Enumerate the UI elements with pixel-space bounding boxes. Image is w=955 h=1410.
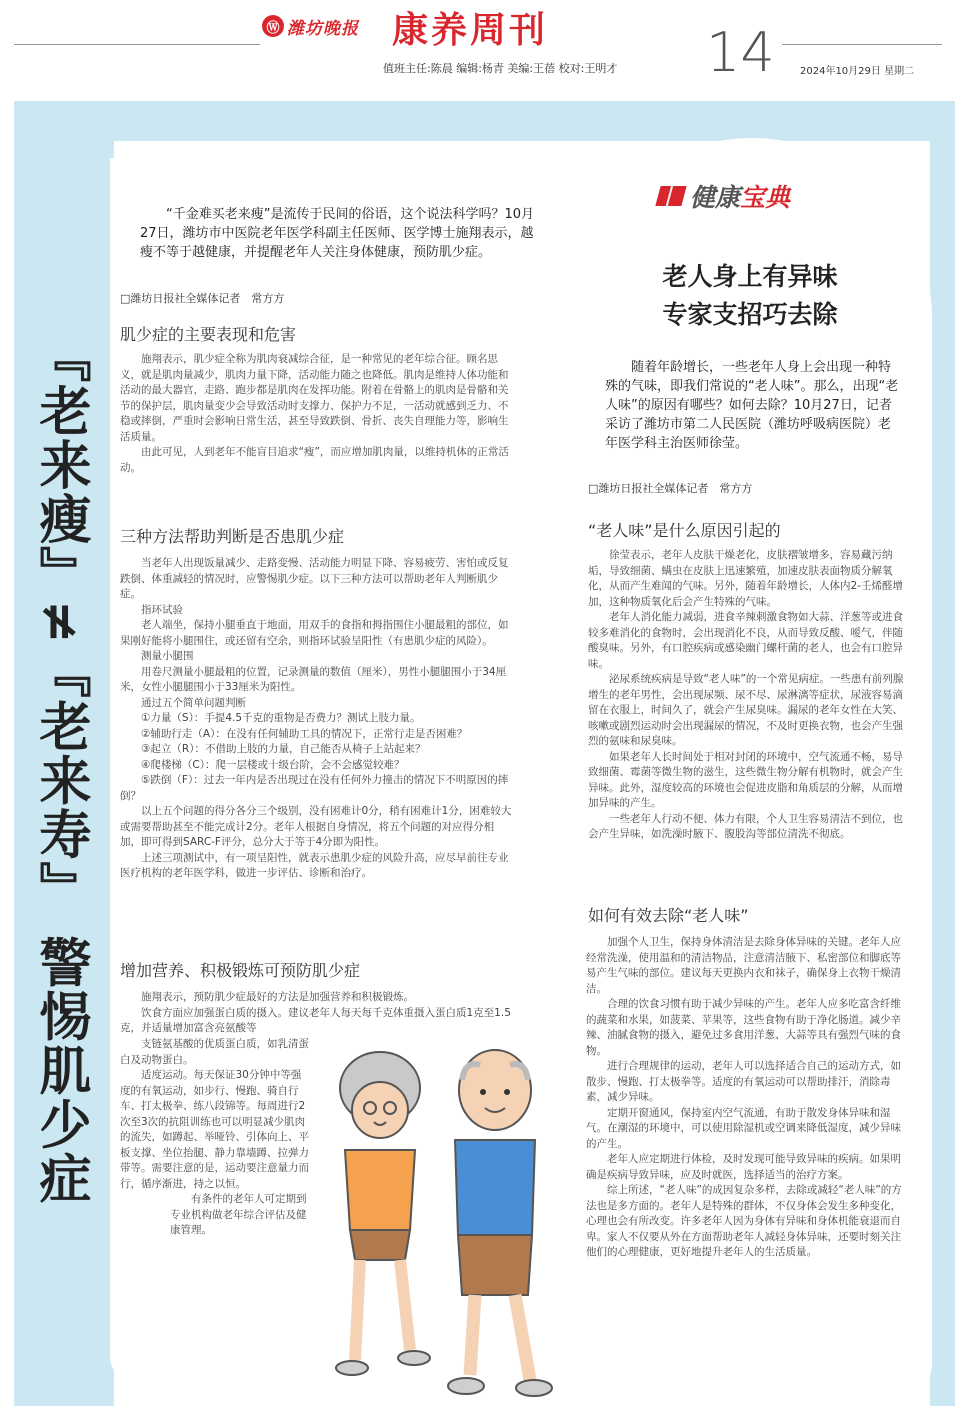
paragraph: 当老年人出现饭量减少、走路变慢、活动能力明显下降、容易疲劳、害怕或反复跌倒、体重减轻的情况时，应警惕肌少症。以下三种方法可以帮助老年人判断肌少症。 (120, 557, 509, 600)
right-article-lead: 随着年龄增长，一些老年人身上会出现一种特殊的气味，即我们常说的“老人味”。那么，出现“老人味”的原因有哪些？如何去除？10月27日，记者采访了潍坊市第二人民医院（潍坊呼吸病医院）老年医学科主治医师徐莹。 (605, 360, 899, 451)
right-section2-body (586, 935, 908, 1261)
paragraph: 以上五个问题的得分各分三个级别，没有困难计0分，稍有困难计1分，困难较大或需要帮助甚至不能完成计2分。老年人根据自身情况，将五个问题的对应得分相加，即可得到SARC-F评分，总分大于等于4分即为阳性。 (120, 805, 512, 848)
paragraph: 泌尿系统疾病是导致“老人味”的一个常见病症。一些患有前列腺增生的老年男性，会出现尿频、尿不尽、尿淋漓等症状，尿液容易滴留在衣服上，时间久了，就会产生尿臭味。漏尿的老年女性在大笑、咳嗽或剧烈运动时会出现漏尿的情况，不及时更换衣物，也会产生强烈的氨味和尿臭味。 (588, 673, 904, 747)
issue-date: 2024年10月29日 星期二 (800, 66, 915, 77)
page-number: 14 (706, 21, 775, 84)
right-section1-heading: “老人味”是什么原因引起的 (588, 521, 781, 540)
title-line-1: 老人身上有异味 (662, 262, 838, 291)
cyan-band-top (14, 101, 954, 141)
question: ②辅助行走（A）：在没有任何辅助工具的情况下，正常行走是否困难？ (141, 727, 468, 740)
left-section1-heading: 肌少症的主要表现和危害 (120, 325, 297, 344)
brand-part-2: 宝典 (740, 183, 791, 212)
grandfather-figure (448, 1050, 552, 1396)
paragraph: 合理的饮食习惯有助于减少异味的产生。老年人应多吃富含纤维的蔬菜和水果，如菠菜、苹果等，这些食物有助于净化肠道。减少辛辣、油腻食物的摄入，避免过多食用洋葱、大蒜等具有强烈气味的食物。 (586, 998, 901, 1057)
paragraph: 如果老年人长时间处于相对封闭的环境中，空气流通不畅，易导致细菌、霉菌等微生物的滋生，这些微生物分解有机物时，就会产生异味。此外，湿度较高的环境也会促进皮脂和角质层的分解，从而增加异味的产生。 (588, 750, 903, 809)
grandmother-figure (336, 1052, 430, 1375)
subheading: 指环试验 (141, 603, 183, 616)
paragraph: 进行合理规律的运动，老年人可以选择适合自己的运动方式，如散步、慢跑、打太极拳等。适度的有氧运动可以帮助排汗，消除毒素，减少异味。 (586, 1060, 901, 1103)
paragraph: 施翔表示，预防肌少症最好的方法是加强营养和积极锻炼。 (141, 991, 414, 1003)
paragraph: 适度运动。每天保证30分钟中等强度的有氧运动，如步行、慢跑、骑自行车、打太极拳、练八段锦等。每周进行2次至3次的抗阻训练也可以明显减少肌肉的流失，如蹲起、举哑铃、引体向上、平板支撑、坐位抬腿、静力靠墙蹲、拉弹力带等。需要注意的是，运动要注意量力而行，循序渐进，持之以恒。 (120, 1069, 309, 1190)
left-section1-body (120, 352, 515, 476)
paragraph: 徐莹表示，老年人皮肤干燥老化，皮肤褶皱增多，容易藏污纳垢，导致细菌、螨虫在皮肤上迅速繁殖，加速皮肤表面物质分解氧化，从而产生难闻的气味。另外，随着年龄增长，人体内2-壬烯醛增加，这种物质氧化后会产生特殊的气味。 (588, 549, 903, 608)
masthead-title: 康养周刊 (392, 9, 549, 51)
question: ⑤跌倒（F）：过去一年内是否出现过在没有任何外力撞击的情况下不明原因的摔倒？ (120, 774, 509, 802)
paragraph: 用卷尺测量小腿最粗的位置，记录测量的数值（厘米），男性小腿腿围小于34厘米，女性小腿腿围小于33厘米为阳性。 (120, 665, 507, 693)
question: ①力量（S）：手提4.5千克的重物是否费力？测试上肢力量。 (141, 712, 421, 724)
question: ③起立（R）：不借助上肢的力量，自己能否从椅子上站起来？ (141, 743, 426, 755)
subheading: 通过五个简单问题判断 (141, 696, 246, 709)
logo-text: 潍坊晚报 (287, 18, 359, 39)
paragraph: 老人端坐，保持小腿垂直于地面，用双手的食指和拇指围住小腿最粗的部位，如果刚好能将小腿围住，或还留有空余，则指环试验呈阳性（有患肌少症的风险）。 (120, 619, 509, 647)
right-section2-heading: 如何有效去除“老人味” (588, 906, 749, 925)
newspaper-logo (262, 8, 392, 44)
newspaper-logo-icon: Ⓦ (262, 15, 284, 37)
elderly-couple-jogging-icon (300, 1030, 570, 1410)
paragraph: 一些老年人行动不便、体力有限，个人卫生容易清洁不到位，也会产生异味，如洗澡时腋下、腹股沟等部位清洗不彻底。 (588, 812, 903, 840)
left-section2-body (120, 556, 515, 882)
header-rule-right (782, 44, 942, 45)
paragraph: 由此可见，人到老年不能盲目追求“瘦”，而应增加肌肉量，以维持机体的正常活动。 (120, 446, 509, 474)
paragraph: 饮食方面应加强蛋白质的摄入。建议老年人每天每千克体重摄入蛋白质1克至1.5克，并适量增加富含亮氨酸等 (120, 1006, 511, 1034)
paragraph: 综上所述，“老人味”的成因复杂多样，去除或减轻“老人味”的方法也是多方面的。老年人是特殊的群体，不仅身体会发生多种变化，心理也会有所改变。许多老年人因为身体有异味和身体机能衰退而自卑。家人不仅要从外在方面帮助老年人减轻身体异味，还要时刻关注他们的心理健康，更好地提升老年人的生活质量。 (586, 1184, 902, 1258)
left-section3-body-narrow (120, 1037, 310, 1239)
paragraph: 老年人消化能力减弱，进食辛辣刺激食物如大蒜、洋葱等或进食较多难消化的食物时，会出现消化不良，从而导致反酸、嗳气，伴随酸臭味。另外，有口腔疾病或感染幽门螺杆菌的老人，也会有口腔异味。 (588, 611, 903, 670)
paragraph: 有条件的老年人可定期到专业机构做老年综合评估及健康管理。 (170, 1193, 307, 1236)
left-section3-heading: 增加营养、积极锻炼可预防肌少症 (120, 961, 361, 980)
header-rule-left (14, 44, 260, 45)
right-section1-body (588, 548, 910, 843)
paragraph: 施翔表示，肌少症全称为肌肉衰减综合征，是一种常见的老年综合征。顾名思义，就是肌肉量减少，肌肉力量下降，活动能力随之也降低。肌肉是维持人体功能和活动的最大器官，走路、跑步都是肌肉在发挥功能。附着在骨骼上的肌肉是骨骼和关节的保护层，肌肉量变少会导致活动时支撑力、保护力不足，一活动就感到乏力、不稳或摔倒，严重时会影响日常生活，甚至导致跌倒、骨折、丧失自理能力等，影响生活质量。 (120, 353, 509, 443)
left-section2-heading: 三种方法帮助判断是否患肌少症 (120, 527, 345, 546)
right-article-title (590, 258, 910, 334)
paragraph: 定期开窗通风，保持室内空气流通，有助于散发身体异味和湿气。在潮湿的环境中，可以使用除湿机或空调来降低湿度，减少异味的产生。 (586, 1106, 901, 1150)
right-article-byline: □潍坊日报社全媒体记者 常方方 (588, 482, 753, 495)
cyan-band-right (930, 101, 955, 1406)
column-brand (658, 178, 790, 214)
paragraph: 老年人应定期进行体检，及时发现可能导致异味的疾病。如果明确是疾病导致异味，应及时就医，选择适当的治疗方案。 (586, 1153, 901, 1181)
book-icon (655, 186, 686, 206)
editorial-credits: 值班主任:陈晨 编辑:杨青 美编:王蓓 校对:王明才 (383, 62, 618, 75)
paragraph: 支链氨基酸的优质蛋白质，如乳清蛋白及动物蛋白。 (120, 1038, 309, 1066)
paragraph: 加强个人卫生，保持身体清洁是去除身体异味的关键。老年人应经常洗澡，使用温和的清洁物品，注意清洁腋下、私密部位和脚底等易产生气味的部位。建议每天更换内衣和袜子，确保身上衣物干燥清洁。 (586, 936, 901, 995)
left-article-lead: “千金难买老来瘦”是流传于民间的俗语，这个说法科学吗？10月27日，潍坊市中医院老年医学科副主任医师、医学博士施翔表示，越瘦不等于越健康，并提醒老年人关注身体健康，预防肌少症。 (140, 207, 535, 260)
left-article-vertical-title: 『老来瘦』≠『老来寿』 警惕肌少症 (30, 330, 90, 1206)
brand-part-1: 健康 (690, 183, 741, 212)
subheading: 测量小腿围 (141, 650, 194, 662)
title-line-2: 专家支招巧去除 (662, 300, 838, 329)
question: ④爬楼梯（C）：爬一层楼或十级台阶，会不会感觉较难？ (141, 758, 405, 771)
paragraph: 上述三项测试中，有一项呈阳性，就表示患肌少症的风险升高，应尽早前往专业医疗机构的老年医学科，做进一步评估、诊断和治疗。 (120, 851, 509, 879)
left-article-byline: □潍坊日报社全媒体记者 常方方 (120, 292, 285, 305)
